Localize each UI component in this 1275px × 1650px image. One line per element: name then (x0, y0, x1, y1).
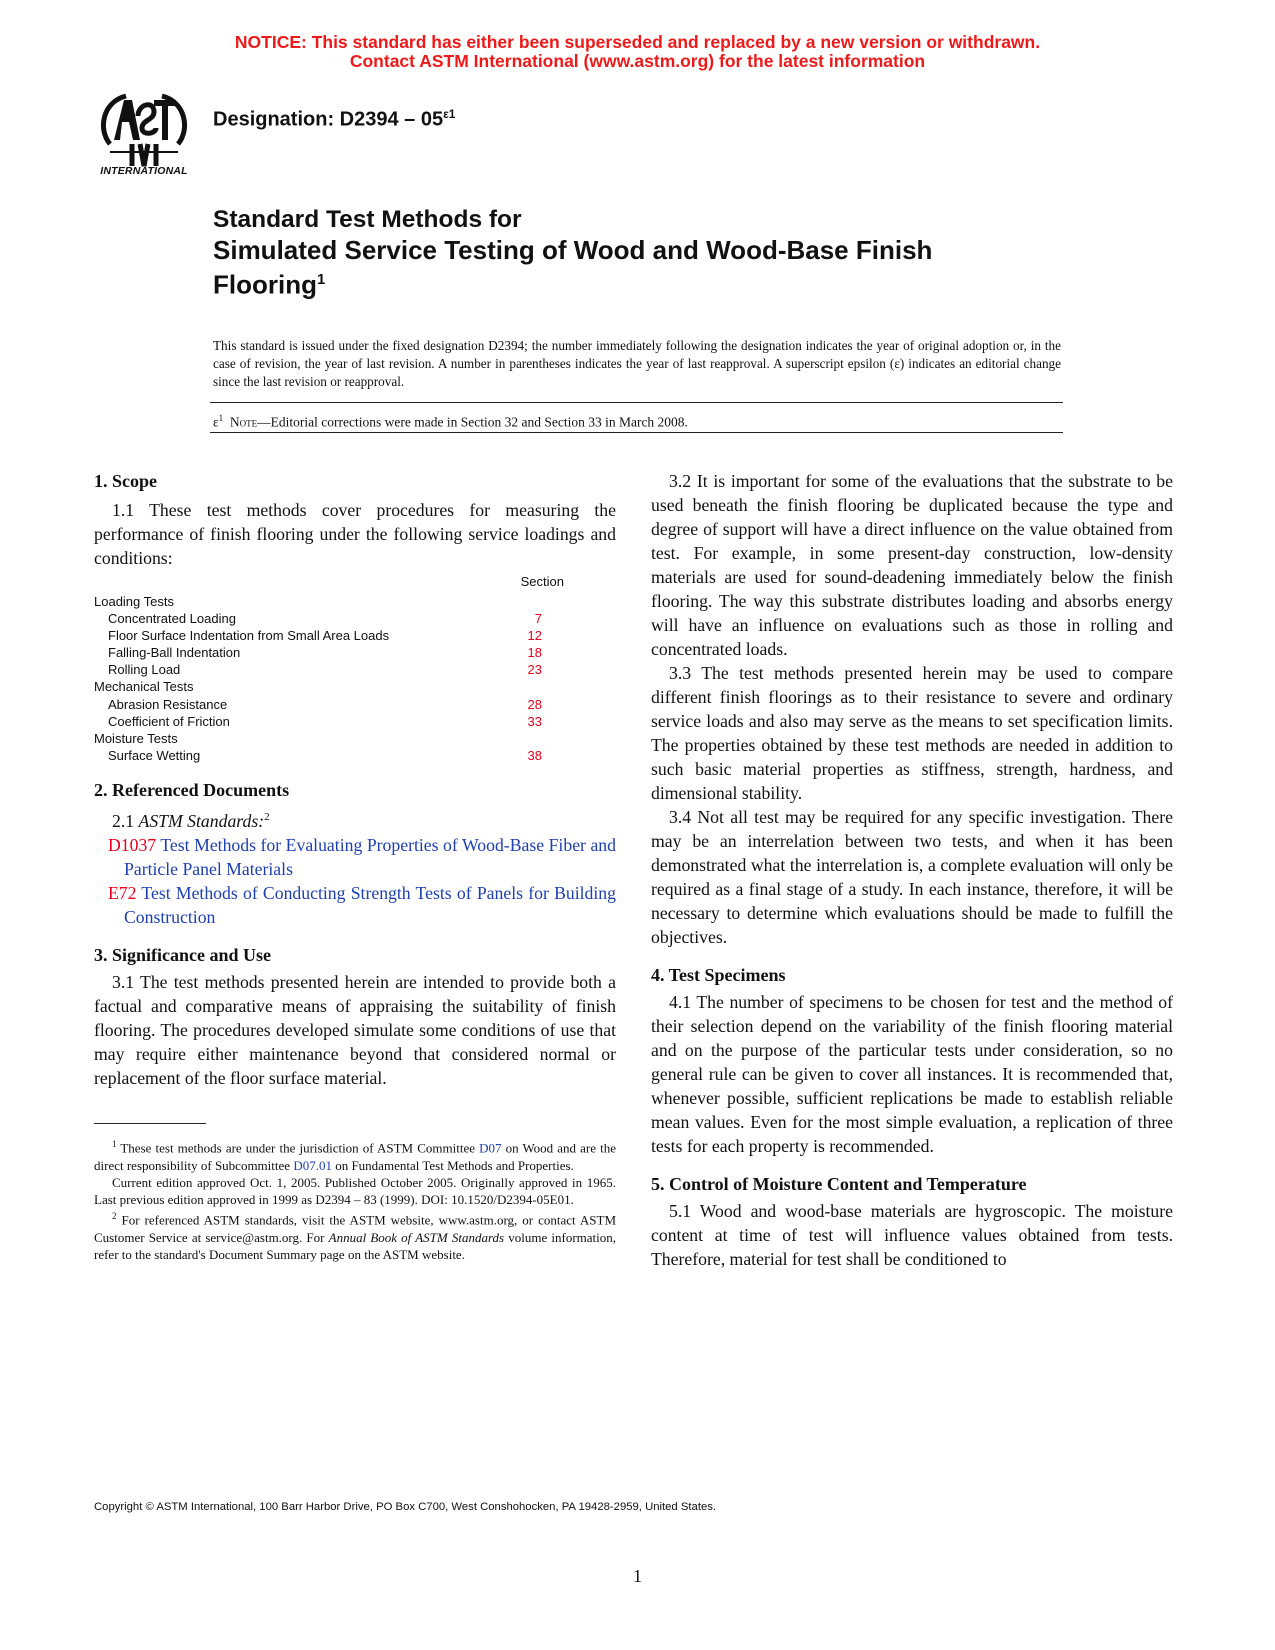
divider (210, 432, 1063, 433)
footnote-2: $^2$ For referenced ASTM standards, visit the ASTM website, www.astm.org, or contact ASTM Customer Service at service@astm.org. For Annual Book of ASTM Standards volume information, refer to the standard's Document Summary page on the ASTM website. (94, 1211, 616, 1262)
designation (213, 107, 455, 132)
para-3-1: 3.1 The test methods presented herein are intended to provide both a factual and comparative means of appraising the suitability of finish flooring. The procedures developed simulate some conditions of use that may require either maintenance beyond that considered normal or replacement of the floor surface material. (94, 971, 616, 1088)
section-table-label: Rolling Load (108, 662, 181, 678)
note-text: —Editorial corrections were made in Section 32 and Section 33 in March 2008. (257, 414, 688, 430)
ref-d1037[interactable]: D1037 Test Methods for Evaluating Properties of Wood-Base Fiber and Particle Panel Materials (108, 834, 616, 879)
section-table-row (94, 627, 616, 644)
title-footnote-ref: 1 (316, 271, 326, 288)
section-table-label: Falling-Ball Indentation (108, 645, 241, 661)
heading-test-specimens: 4. Test Specimens (651, 965, 786, 985)
section-table-label: Mechanical Tests (94, 679, 194, 695)
section-table-link[interactable]: 33 (527, 713, 542, 729)
link-d07[interactable]: D07 (479, 1140, 502, 1156)
para-3-2: 3.2 It is important for some of the evaluations that the substrate to be used beneath the finish flooring be duplicated because the type and degree of support will have a direct influence on the value obtained from test. For example, in some present-day construction, low-density materials are used for sound-deadening immediately below the finish flooring. The way this substrate distributes loading and absorbs energy will have an influence on evaluations such as those in rolling and concentrated loads. (651, 471, 1173, 659)
epsilon-sup: 1 (218, 413, 224, 423)
designation-label: Designation: D2394 – 05 (213, 108, 444, 131)
para-3-3: 3.3 The test methods presented herein may be used to compare different finish floorings as to their resistance to severe and ordinary service loads and also may serve as the means to set specification limits. The properties obtained by these test methods are needed in addition to such basic material properties as stiffness, strength, hardness, and dimensional stability. (651, 663, 1173, 803)
footnote-divider (94, 1123, 206, 1124)
section-table-label: Moisture Tests (94, 730, 178, 746)
section-table-row (94, 696, 616, 713)
section-table-link[interactable]: 12 (527, 628, 542, 644)
designation-epsilon: ε1 (443, 107, 456, 121)
section-table-label: Floor Surface Indentation from Small Area Loads (108, 628, 390, 644)
para-3-4: 3.4 Not all test may be required for any specific investigation. There may be an interrelation between two tests, and when it has been demonstrated what the interrelation is, a complete evaluation will only be required as a final stage of a study. In each instance, therefore, it will be necessary to determine which evaluations should be made to fulfill the objectives. (651, 807, 1173, 947)
title-line-1: Standard Test Methods for (213, 206, 522, 233)
para-2-1: 2.1 ASTM Standards:$^2$ (112, 810, 270, 831)
ref-e72[interactable]: E72 Test Methods of Conducting Strength Tests of Panels for Building Construction (108, 882, 616, 927)
para-1-1: 1.1 These test methods cover procedures for measuring the performance of finish flooring under the following service loadings and conditions: (94, 500, 616, 568)
title-line-3: Flooring (213, 269, 317, 300)
section-table-row (94, 610, 616, 627)
section-col-header: Section (520, 574, 564, 589)
heading-referenced-documents: 2. Referenced Documents (94, 779, 290, 800)
astm-logo (92, 86, 196, 182)
para-4-1: 4.1 The number of specimens to be chosen for test and the method of their selection depend on the variability of the finish flooring material and on the purpose of the particular tests under consideration, so no general rule can be given to cover all instances. It is recommended that, whenever possible, sufficient replications be made to establish reliable mean values. Even for the most simple evaluation, a replication of three tests for each property is recommended. (651, 992, 1173, 1156)
epsilon-symbol: ε (213, 414, 219, 430)
heading-significance: 3. Significance and Use (94, 944, 272, 965)
section-table-link[interactable]: 7 (534, 611, 542, 627)
title-line-2: Simulated Service Testing of Wood and Wood-Base Finish (213, 235, 933, 265)
section-table-row (94, 644, 616, 661)
section-table-row (94, 713, 616, 730)
copyright: Copyright © ASTM International, 100 Barr Harbor Drive, PO Box C700, West Conshohocken, PA 19428-2959, United States. (94, 1501, 717, 1513)
section-table-label: Surface Wetting (108, 747, 201, 763)
section-table (94, 574, 616, 764)
section-table-label: Coefficient of Friction (108, 713, 230, 729)
editorial-note (213, 409, 688, 432)
page-title (213, 205, 1073, 300)
issued-statement: This standard is issued under the fixed designation D2394; the number immediately following the designation indicates the year of original adoption or, in the case of revision, the year of last revision. A number in parentheses indicates the year of last reapproval. A superscript epsilon (ε) indicates an editorial change since the last revision or reapproval. (213, 338, 1061, 389)
section-table-link[interactable]: 23 (527, 662, 542, 678)
left-column (94, 469, 616, 1090)
heading-scope: 1. Scope (94, 471, 157, 491)
section-table-row (94, 730, 616, 747)
section-table-link[interactable]: 38 (527, 747, 542, 763)
right-column (651, 469, 1173, 1271)
logo-text: INTERNATIONAL (100, 165, 188, 177)
note-label: Note (229, 414, 258, 430)
notice-banner (0, 33, 1275, 71)
footnote-1: $^1$ These test methods are under the jurisdiction of ASTM Committee D07 on Wood and are the direct responsibility of Subcommittee D07.01 on Fundamental Test Methods and Properties. (94, 1139, 617, 1173)
divider (210, 402, 1063, 403)
notice-line-1: NOTICE: This standard has either been superseded and replaced by a new version or withdrawn. (234, 32, 1041, 52)
section-table-label: Abrasion Resistance (108, 696, 228, 712)
page-number: 1 (633, 1566, 642, 1586)
footnotes (94, 1136, 616, 1263)
section-table-link[interactable]: 18 (527, 645, 542, 661)
section-table-row (94, 593, 616, 610)
footnote-edition: Current edition approved Oct. 1, 2005. Published October 2005. Originally approved in 1965. Last previous edition approved in 1999 as D2394 – 83 (1999). DOI: 10.1520/D2394-05E01. (94, 1174, 616, 1207)
section-table-row (94, 678, 616, 695)
link-d07-01[interactable]: D07.01 (293, 1157, 332, 1173)
section-table-link[interactable]: 28 (527, 696, 542, 712)
notice-line-2: Contact ASTM International (www.astm.org) for the latest information (349, 51, 926, 71)
section-table-row (94, 747, 616, 764)
para-5-1: 5.1 Wood and wood-base materials are hygroscopic. The moisture content at time of test will influence values obtained from tests. Therefore, material for test shall be conditioned to (651, 1201, 1173, 1269)
section-table-label: Concentrated Loading (108, 611, 236, 627)
heading-moisture-control: 5. Control of Moisture Content and Temperature (651, 1174, 1027, 1194)
section-table-label: Loading Tests (94, 594, 174, 609)
section-table-row (94, 661, 616, 678)
